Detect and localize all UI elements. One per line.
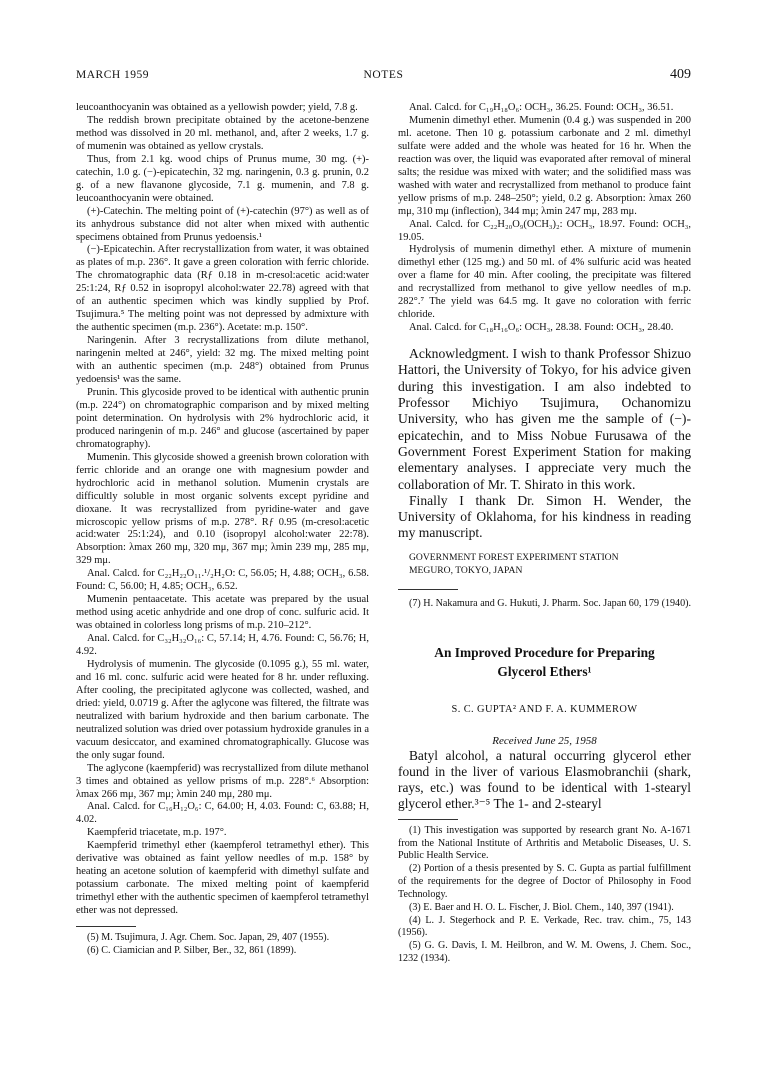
article-opening-paragraph: Batyl alcohol, a natural occurring glycerol ether found in the liver of various Elasmobranchii (shark, rays, etc.) was found to be identical with 1-stearyl glycerol ether.³⁻⁵ The 1- and 2-stearyl (398, 747, 691, 812)
affiliation-location: MEGURO, TOKYO, JAPAN (409, 564, 523, 576)
article-title-line: An Improved Procedure for Preparing (434, 644, 655, 660)
article-title-line: Glycerol Ethers¹ (497, 664, 592, 680)
header-section: NOTES (363, 69, 404, 81)
reference: (7) H. Nakamura and G. Hukuti, J. Pharm. Soc. Japan 60, 179 (1940). (409, 597, 692, 609)
article-footnotes (398, 825, 691, 966)
paragraph: Mumenin pentaacetate. This acetate was prepared by the usual method using acetic anhydride and one drop of conc. sulfuric acid. It was obtained in colorless long prisms of m.p. 210–212°. (76, 594, 369, 632)
left-column (76, 102, 369, 958)
article-title (398, 643, 691, 682)
footnote: (5) G. G. Davis, I. M. Heilbron, and W. M. Owens, J. Chem. Soc., 1232 (1934). (398, 940, 691, 965)
paragraph: Anal. Calcd. for C₃₂H₃₂O₁₆: C, 57.14; H, 4.76. Found: C, 56.76; H, 4.92. (76, 633, 369, 658)
running-header (76, 69, 691, 87)
footnote: (3) E. Baer and H. O. L. Fischer, J. Biol. Chem., 140, 397 (1941). (409, 901, 674, 913)
paragraph: Anal. Calcd. for C₁₆H₁₂O₆: C, 64.00; H, 4.03. Found: C, 63.88; H, 4.02. (76, 801, 369, 826)
paragraph: (+)-Catechin. The melting point of (+)-catechin (97°) as well as of its anhydrous substance did not alter when mixed with authentic specimens obtained from Prunus yedoensis.¹ (76, 205, 369, 243)
article-authors: S. C. GUPTA² AND F. A. KUMMEROW (451, 703, 638, 715)
received-date: Received June 25, 1958 (492, 734, 597, 747)
paragraph: (−)-Epicatechin. After recrystallization from water, it was obtained as plates of m.p. 236°. It gave a green coloration with ferric chloride. The chromatographic data (Rƒ 0.18 in m-cresol:acetic acid:water 25:1:24, Rƒ 0.52 in isopropyl alcohol:water 22.78) agreed with that of an authentic specimen which was kindly supplied by Prof. Tsujimura.⁵ The melting point was not depressed by admixture with the authentic specimen (m.p. 236°). Acetate: m.p. 150°. (76, 244, 369, 334)
paragraph: Naringenin. After 3 recrystallizations from dilute methanol, naringenin melted at 246°, yield: 32 mg. The mixed melting point with an authentic specimen (m.p. 248°) obtained from Prunus yedoensis¹ was the same. (76, 335, 369, 386)
paragraph: Kaempferid triacetate, m.p. 197°. (87, 827, 227, 839)
paragraph: Prunin. This glycoside proved to be identical with authentic prunin (m.p. 224°) on chromatographic comparison and by mixed melting point determination. On hydrolysis with 2% hydrochloric acid, it produced naringenin of m.p. 246° and glucose (ascertained by paper chromatography). (76, 386, 369, 450)
acknowledgment-section (398, 346, 691, 542)
paragraph: Mumenin dimethyl ether. Mumenin (0.4 g.) was suspended in 200 ml. acetone. Then 10 g. potassium carbonate and 2 ml. dimethyl sulfate were added and the whole was heated for 16 hr. When the reaction was over, the liquid was evaporated after removal of mineral salts; the residue was mixed with water; and the solidified mass was washed with water and recrystallized from methanol to produce faint yellow prisms of m.p. 248–250°; yield, 0.2 g. Absorption: λmax 260 mμ, 310 mμ (inflection), 344 mμ; λmin 247 mμ, 283 mμ. (398, 114, 691, 217)
footnote: (1) This investigation was supported by research grant No. A-1671 from the National Institute of Arthritis and Metabolic Diseases, U. S. Public Health Service. (398, 824, 691, 862)
acknowledgment-paragraph: Acknowledgment. I wish to thank Professor Shizuo Hattori, the University of Tokyo, for his advice given during this investigation. I am also indebted to Professor Michiyo Tsujimura, Ochanomizu University, who has given me the sample of (−)-epicatechin, and to Miss Nobue Furusawa of the Government Forest Experiment Station for making elementary analyses. I appreciate very much the collaboration of Mr. T. Shirato in this work. (398, 346, 691, 492)
footnote: (2) Portion of a thesis presented by S. C. Gupta as partial fulfillment of the requirements for the degree of Doctor of Philosophy in Food Technology. (398, 863, 691, 900)
reference: (5) M. Tsujimura, J. Agr. Chem. Soc. Japan, 29, 407 (1955). (87, 932, 330, 944)
left-references (76, 932, 369, 958)
paragraph: Anal. Calcd. for C₂₂H₂₀O₉(OCH₃)₂: OCH₃, 18.97. Found: OCH₃, 19.05. (398, 218, 691, 243)
paragraph: leucoanthocyanin was obtained as a yellowish powder; yield, 7.8 g. (76, 102, 358, 113)
paragraph: Anal. Calcd. for C₁₈H₁₆O₆: OCH₃, 28.38. Found: OCH₃, 28.40. (409, 322, 674, 334)
affiliation-institution: GOVERNMENT FOREST EXPERIMENT STATION (409, 551, 619, 563)
paragraph: Hydrolysis of mumenin dimethyl ether. A mixture of mumenin dimethyl ether (125 mg.) and 50 ml. of 4% sulfuric acid was heated over a flame for 40 min. After cooling, the precipitate was filtered and recrystallized from methanol to give yellow needles of m.p. 282°.⁷ The yield was 64.5 mg. It gave no coloration with ferric chloride. (398, 244, 691, 321)
paragraph: The reddish brown precipitate obtained by the acetone-benzene method was dissolved in 20 ml. methanol, and, after 2 weeks, 1.7 g. of mumenin was obtained as yellow crystals. (76, 114, 369, 152)
footnote-divider (76, 926, 136, 927)
acknowledgment-paragraph: Finally I thank Dr. Simon H. Wender, the University of Oklahoma, for his kindness in reading my manuscript. (398, 492, 691, 541)
page-number: 409 (670, 67, 691, 82)
header-date: MARCH 1959 (76, 69, 150, 81)
paragraph: Thus, from 2.1 kg. wood chips of Prunus mume, 30 mg. (+)-catechin, 1.0 g. (−)-epicatechin, 32 mg. naringenin, 0.3 g. prunin, 0.2 g. of a new flavanone glycoside, 7.1 g. mumenin, and 7.8 g. leucoanthocyanin were obtained. (76, 153, 369, 204)
right-references (398, 598, 691, 611)
reference: (6) C. Ciamician and P. Silber, Ber., 32, 861 (1899). (87, 944, 297, 956)
paragraph: Mumenin. This glycoside showed a greenish brown coloration with ferric chloride and an orange one with magnesium powder and hydrochloric acid in methanol solution. Mumenin crystals are difficultly soluble in most organic solvents except pyridine and dioxane. It was recrystallized from pyridine-water and gave microscopic yellow prisms of m.p. 278°. Rƒ 0.95 (m-cresol:acetic acid:water 25:1:24), and 0.10 (isopropyl alcohol:water 22:78). Absorption: λmax 260 mμ, 320 mμ, 367 mμ; λmin 239 mμ, 285 mμ, 329 mμ. (76, 451, 369, 567)
footnote: (4) L. J. Stegerhock and P. E. Verkade, Rec. trav. chim., 75, 143 (1956). (398, 914, 691, 939)
paragraph: Anal. Calcd. for C₁₉H₁₈O₆: OCH₃, 36.25. Found: OCH₃, 36.51. (409, 102, 674, 113)
paragraph: Hydrolysis of mumenin. The glycoside (0.1095 g.), 55 ml. water, and 16 ml. conc. sulfuric acid were heated for 8 hr. under refluxing. After cooling, the precipitated aglycone was collected, washed, and dried: yield, 0.0719 g. After the aglycone was filtered, the filtrate was neutralized with barium hydroxide and then barium carbonate. The neutralized solution was dried over potassium hydroxide granules in a vacuum desiccator, and examined chromatographically. Glucose was the only sugar found. (76, 658, 369, 761)
affiliation (398, 551, 691, 577)
paragraph: Anal. Calcd. for C₂₂H₂₂O₁₁.¹/₂H₂O: C, 56.05; H, 4.88; OCH₃, 6.58. Found: C, 56.00; H, 4.85; OCH₃, 6.52. (76, 568, 369, 593)
right-column (398, 102, 691, 966)
paragraph: The aglycone (kaempferid) was recrystallized from dilute methanol 3 times and obtained as yellow prisms of m.p. 228°.⁶ Absorption: λmax 266 mμ, 367 mμ; λmin 240 mμ, 280 mμ. (76, 762, 369, 800)
footnote-divider (398, 819, 458, 820)
paragraph: Kaempferid trimethyl ether (kaempferol tetramethyl ether). This derivative was obtained as faint yellow needles of m.p. 158° by heating an acetone solution of kaempferid with dimethyl sulfate and potassium carbonate. The mixed melting point of kaempferid trimethyl ether with the authentic specimen of kaempferol tetramethyl ether was not depressed. (76, 840, 369, 917)
reference-divider (398, 589, 458, 590)
